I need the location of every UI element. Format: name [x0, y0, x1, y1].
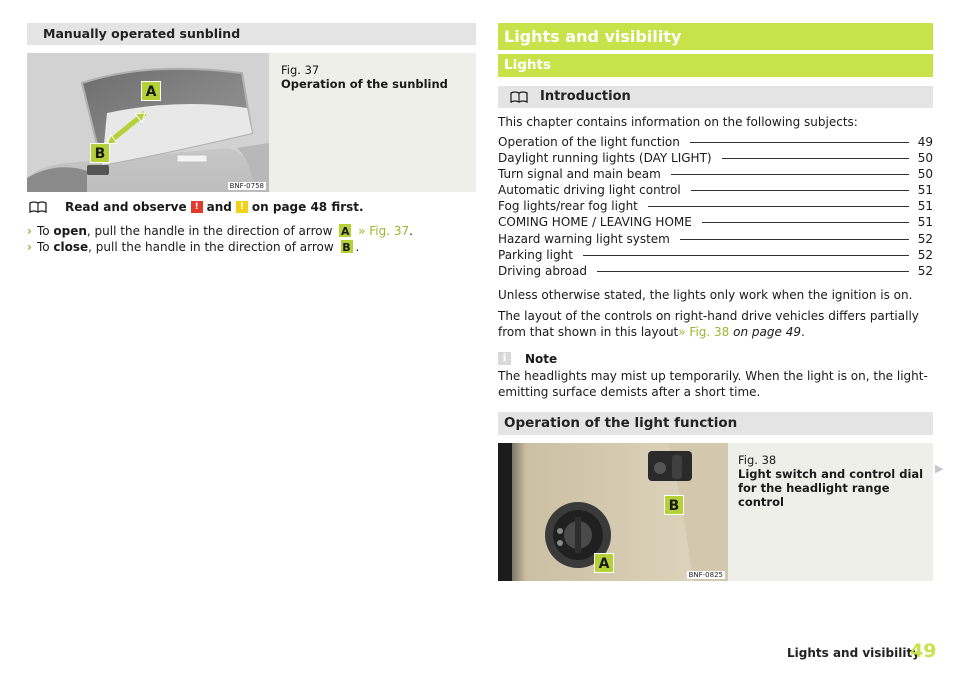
read-text-after: on page 48 first. — [251, 200, 364, 214]
figure-caption — [269, 53, 448, 192]
paragraph-ignition: Unless otherwise stated, the lights only work when the ignition is on. — [498, 287, 913, 302]
bullet-text: , pull the handle in the direction of arrow — [86, 224, 337, 238]
label-a: A — [141, 81, 161, 101]
toc-row[interactable]: Hazard warning light system 52 — [498, 231, 933, 246]
read-text-before: Read and observe — [65, 200, 187, 214]
toc-row[interactable]: Operation of the light function 49 — [498, 135, 933, 149]
paragraph-layout — [498, 308, 933, 340]
bullet-bold: close — [53, 240, 89, 254]
caution-icon: ! — [236, 201, 248, 213]
right-column — [498, 23, 933, 581]
book-icon — [29, 201, 47, 213]
list-item — [27, 239, 476, 255]
left-column — [27, 23, 476, 255]
paragraph-text: The layout of the controls on right-hand drive vehicles differs partially from that shown in this layout — [498, 308, 919, 339]
instruction-list — [27, 223, 476, 255]
footer-chapter: Lights and visibility — [787, 646, 921, 660]
read-and-observe — [27, 200, 476, 214]
note-title: Note — [525, 351, 558, 366]
sunblind-illustration — [27, 53, 269, 192]
note-header — [498, 352, 933, 366]
section-title-operation: Operation of the light function — [498, 412, 933, 435]
label-a: A — [594, 553, 614, 573]
info-icon: i — [498, 352, 511, 365]
note-text: The headlights may mist up temporarily. When the light is on, the light-emitting surface demists after a short time. — [498, 368, 928, 399]
bullet-arrow-icon: › — [27, 240, 32, 254]
intro-lead: This chapter contains information on the following subjects: — [498, 115, 858, 129]
section-title-sunblind: Manually operated sunblind — [27, 23, 476, 45]
toc-row[interactable]: Fog lights/rear fog light 51 — [498, 199, 933, 214]
table-of-contents — [498, 135, 933, 280]
continue-arrow-icon: ▶ — [935, 462, 944, 475]
toc-row[interactable]: Parking light 52 — [498, 247, 933, 262]
toc-row[interactable]: Driving abroad 52 — [498, 263, 933, 278]
toc-row[interactable]: Daylight running lights (DAY LIGHT) 50 — [498, 151, 933, 166]
figure-link[interactable]: » Fig. 38 — [678, 324, 730, 339]
arrow-tag-a: A — [338, 223, 352, 238]
bullet-text: , pull the handle in the direction of arrow — [88, 240, 338, 254]
bullet-text: . — [409, 224, 413, 238]
figure-number: Fig. 38 — [738, 452, 777, 467]
subchapter-title: Lights — [498, 54, 933, 77]
bullet-text: To — [36, 240, 54, 254]
toc-row[interactable]: Turn signal and main beam 50 — [498, 167, 933, 182]
label-b: B — [664, 495, 684, 515]
sunblind-photo — [27, 53, 269, 192]
photo-code: BNF-0825 — [688, 570, 723, 579]
chapter-title: Lights and visibility — [498, 23, 933, 50]
book-icon — [510, 91, 528, 103]
page-ref: on page 49 — [733, 324, 801, 339]
introduction-title: Introduction — [540, 89, 631, 104]
figure-title: Light switch and control dial for the headlight range control — [738, 466, 924, 509]
figure-link[interactable]: » Fig. 37 — [358, 224, 410, 238]
photo-code: BNF-0758 — [229, 182, 264, 190]
label-b: B — [90, 143, 110, 163]
read-text-and: and — [206, 200, 232, 214]
toc-row[interactable]: COMING HOME / LEAVING HOME 51 — [498, 215, 933, 230]
page-number: 49 — [910, 640, 937, 662]
light-switch-photo — [498, 443, 728, 581]
introduction-header — [498, 86, 933, 108]
figure-number: Fig. 37 — [281, 63, 320, 77]
warning-icon: ! — [191, 201, 203, 213]
paragraph-text: . — [800, 324, 805, 339]
bullet-bold: open — [53, 224, 87, 238]
bullet-text: . — [355, 240, 360, 254]
figure-caption — [728, 443, 928, 581]
figure-37 — [27, 53, 476, 192]
figure-38 — [498, 443, 933, 581]
bullet-text: To — [36, 224, 54, 238]
toc-row[interactable]: Automatic driving light control 51 — [498, 183, 933, 198]
figure-title: Operation of the sunblind — [281, 77, 448, 91]
bullet-arrow-icon: › — [27, 224, 32, 238]
list-item — [27, 223, 476, 239]
arrow-tag-b: B — [340, 239, 354, 254]
